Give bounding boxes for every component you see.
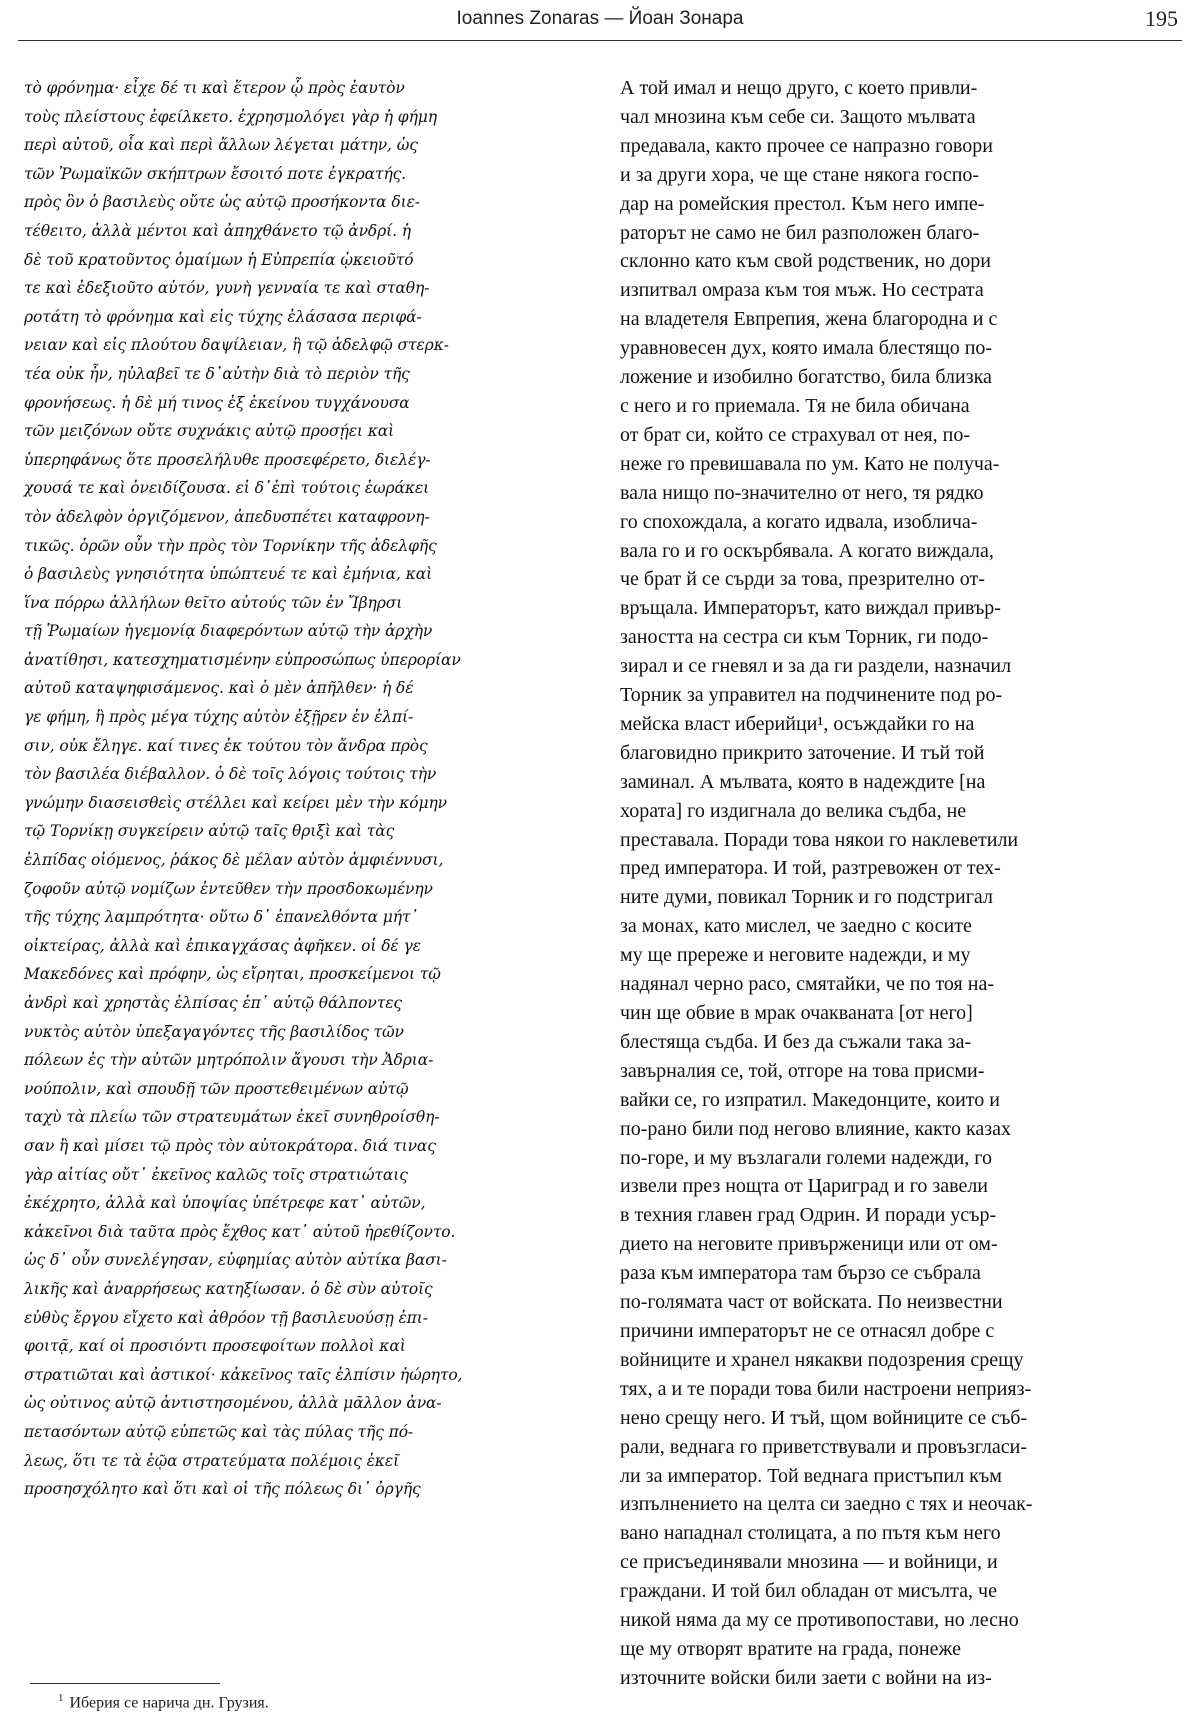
greek-text-line: δὲ τοῦ κρατοῦντος ὁμαίμων ἡ Εὐπρεπία ᾠκειοῦτό: [24, 250, 414, 269]
bulgarian-text-line: завърналия се, той, отгоре на това присми-: [620, 1059, 985, 1082]
bulgarian-text-line: изпитвал омраза към тоя мъж. Но сестрата: [620, 279, 984, 302]
greek-text-line: ὡς οὐτινος αὐτῷ ἀντιστησομένου, ἀλλὰ μᾶλλον ἀνα-: [24, 1394, 442, 1413]
greek-text-line: προσησχόλητο καὶ ὅτι καὶ οἱ τῆς πόλεως δι᾽ ὀργῆς: [24, 1480, 421, 1499]
bulgarian-text-line: преставала. Поради това някои го наклеветили: [620, 828, 1019, 851]
bulgarian-text-line: чал мнозина към себе си. Защото мълвата: [620, 105, 976, 128]
greek-text-line: τοὺς πλείστους ἐφείλκετο. ἐχρησμολόγει γὰρ ἡ φήμη: [24, 107, 437, 126]
greek-text-line: τέα οὐκ ἦν, ηὐλαβεῖ τε δ᾽αὐτὴν διὰ τὸ περιὸν τῆς: [24, 364, 410, 383]
bulgarian-text-line: вала го и го оскърбявала. А когато виждала,: [620, 539, 994, 562]
bulgarian-text-line: връщала. Императорът, като виждал привър-: [620, 597, 1001, 620]
greek-text-line: ἀνδρὶ καὶ χρηστὰς ἐλπίσας ἐπ᾽ αὐτῷ θάλποντες: [24, 994, 403, 1012]
greek-text-line: ταχὺ τὰ πλείω τῶν στρατευμάτων ἐκεῖ συνηθροίσθη-: [24, 1108, 440, 1127]
bulgarian-text-line: вала нищо по-значително от него, тя рядко: [620, 481, 984, 504]
bulgarian-text-line: източните войски били заети с войни на из-: [620, 1666, 992, 1689]
greek-text-line: τῷ Τορνίκῃ συγκείρειν αὐτῷ ταῖς θριξὶ καὶ τὰς: [24, 822, 395, 841]
bulgarian-text-line: А той имал и нещо друго, с което привли-: [620, 77, 978, 99]
greek-text-line: τῶν Ῥωμαϊκῶν σκήπτρων ἔσοιτό ποτε ἐγκρατής.: [24, 164, 407, 183]
bulgarian-text-line: по-голямата част от войската. По неизвестни: [620, 1291, 1003, 1314]
greek-text-line: λεως, ὅτι τε τὰ ἑῷα στρατεύματα πολέμοις ἐκεῖ: [24, 1451, 400, 1470]
bulgarian-text-line: Торник за управител на подчинените под ро-: [620, 684, 1003, 707]
bulgarian-text-line: тях, а и те поради това били настроени неприяз-: [620, 1377, 1032, 1400]
bulgarian-text-line: ните думи, повикал Торник и го подстригал: [620, 886, 993, 909]
bulgarian-text-line: от брат си, който се страхувал от нея, по-: [620, 423, 971, 446]
bulgarian-text-line: мейска власт иберийци¹, осъждайки го на: [620, 712, 975, 735]
greek-text-line: ἀνατίθησι, κατεσχηματισμένην εὐπροσώπως ὑπερορίαν: [24, 650, 461, 669]
bulgarian-text-line: вайки се, го изпратил. Македонците, които и: [620, 1088, 1000, 1111]
bulgarian-text-line: ще му отворят вратите на града, понеже: [620, 1637, 961, 1660]
bulgarian-text-line: за монах, като мислел, че заедно с косите: [620, 915, 972, 938]
greek-text-line: ἵνα πόρρω ἀλλήλων θεῖτο αὐτούς τῶν ἐν Ἴβηρσι: [24, 593, 403, 612]
bulgarian-text-line: ли за император. Той веднага пристъпил към: [620, 1464, 1002, 1487]
bulgarian-text-line: раторът не само не бил разположен благо-: [620, 221, 980, 244]
bulgarian-text-line: заността на сестра си към Торник, ги подо-: [620, 626, 989, 649]
bulgarian-text-line: неже го превишавала по ум. Като не получа-: [620, 452, 1000, 475]
footnote-rule: [30, 1683, 220, 1684]
greek-text-line: τὸν βασιλέα διέβαλλον. ὁ δὲ τοῖς λόγοις τούτοις τὴν: [24, 765, 437, 784]
bulgarian-text-line: заминал. А мълвата, която в надеждите [на: [620, 770, 986, 793]
bulgarian-text-line: никой няма да му се противопостави, но лесно: [620, 1609, 1019, 1632]
greek-text-line: ὡς δ᾽ οὖν συνελέγησαν, εὐφημίας αὐτὸν αὐτίκα βασι-: [24, 1251, 447, 1270]
header-rule: [18, 40, 1182, 41]
greek-text-line: φρονήσεως. ἡ δὲ μή τινος ἐξ ἐκείνου τυγχάνουσα: [24, 393, 410, 412]
greek-text-line: τέθειτο, ἀλλὰ μέντοι καὶ ἀπηχθάνετο τῷ ἀνδρί. ἡ: [24, 221, 411, 240]
bulgarian-text-line: се присъединявали мнозина — и войници, и: [620, 1551, 998, 1574]
greek-text-line: στρατιῶται καὶ ἀστικοί· κἀκεῖνος ταῖς ἐλπίσιν ἠώρητο,: [24, 1365, 463, 1384]
running-header: [0, 8, 1200, 42]
bulgarian-text-line: блестяща съдба. И без да съжали така за-: [620, 1030, 972, 1053]
bulgarian-text-line: дието на неговите привърженици или от ом-: [620, 1233, 998, 1256]
greek-text-column: [24, 74, 572, 1504]
greek-text-line: σαν ἢ καὶ μίσει τῷ πρὸς τὸν αὐτοκράτορα. διά τινας: [24, 1136, 436, 1155]
page-number: 195: [1145, 6, 1178, 31]
greek-text-line: ἐλπίδας οἰόμενος, ῥάκος δὲ μέλαν αὐτὸν ἀμφιέννυσι,: [24, 851, 444, 870]
bulgarian-text-line: граждани. И той бил обладан от мисълта, че: [620, 1580, 997, 1603]
bulgarian-text-line: чин ще обвие в мрак очакваната [от него]: [620, 1002, 973, 1024]
greek-text-line: ροτάτη τὸ φρόνημα καὶ εἰς τύχης ἐλάσασα περιφά-: [24, 307, 422, 326]
bulgarian-text-line: склонно като към свой родственик, но дори: [620, 250, 991, 273]
bulgarian-text-line: войниците и хранел някакви подозрения срещу: [620, 1348, 1024, 1371]
bulgarian-text-line: в техния главен град Одрин. И поради усър-: [620, 1204, 997, 1227]
bulgarian-text-line: рали, веднага го приветствували и провъзгласи-: [620, 1435, 1027, 1458]
greek-text-line: ὁ βασιλεὺς γνησιότητα ὑπώπτευέ τε καὶ ἐμήνια, καὶ: [24, 565, 433, 584]
footnote-marker: 1: [58, 1692, 64, 1704]
greek-text-line: τὸν ἀδελφὸν ὀργιζόμενον, ἀπεδυσπέτει καταφρονη-: [24, 507, 430, 526]
bulgarian-text-line: на владетеля Евпрепия, жена благородна и с: [620, 308, 998, 331]
running-title: Ioannes Zonaras — Йоан Зонара: [456, 8, 744, 29]
bulgarian-text-line: надянал черно расо, смятайки, че по тоя на-: [620, 973, 994, 996]
bulgarian-text-line: уравновесен дух, която имала блестящо по-: [620, 337, 993, 360]
bulgarian-text-line: че брат й се сърди за това, презрително от-: [620, 568, 985, 591]
greek-text-line: κἀκεῖνοι διὰ ταῦτα πρὸς ἔχθος κατ᾽ αὐτοῦ ἠρεθίζοντο.: [24, 1222, 456, 1241]
greek-text-line: ὑπερηφάνως ὅτε προσελήλυθε προσεφέρετο, διελέγ-: [24, 450, 431, 469]
bulgarian-text-line: хората] го издигнала до велика съдба, не: [620, 799, 967, 822]
bulgarian-text-line: благовидно прикрито заточение. И тъй той: [620, 741, 985, 764]
bulgarian-text-line: дар на ромейския престол. Към него импе-: [620, 192, 985, 215]
bulgarian-text-line: му ще прережe и неговите надежди, и му: [620, 944, 971, 967]
greek-text-line: ἐκέχρητο, ἀλλὰ καὶ ὑποψίας ὑπέτρεφε κατ᾽ αὐτῶν,: [24, 1194, 426, 1213]
greek-text-line: λικῆς καὶ ἀναρρήσεως κατηξίωσαν. ὁ δὲ σὺν αὐτοῖς: [24, 1279, 433, 1298]
greek-text-line: τικῶς. ὁρῶν οὖν τὴν πρὸς τὸν Τορνίκην τῆς ἀδελφῆς: [24, 536, 437, 555]
greek-text-line: πρὸς ὃν ὁ βασιλεὺς οὔτε ὡς αὐτῷ προσήκοντα διε-: [24, 193, 420, 212]
bulgarian-text-line: изпълнението на целта си заедно с тях и неочак-: [620, 1493, 1033, 1516]
greek-text-line: γε φήμη, ἣ πρὸς μέγα τύχης αὐτὸν ἐξῇρεν ἐν ἐλπί-: [24, 708, 414, 727]
greek-text-line: σιν, οὐκ ἔληγε. καί τινες ἐκ τούτου τὸν ἄνδρα πρὸς: [24, 736, 428, 755]
greek-text-line: τῆς τύχης λαμπρότητα· οὕτω δ᾽ ἐπανελθόντα μήτ᾽: [24, 908, 419, 927]
greek-text-line: αὐτοῦ καταψηφισάμενος. καὶ ὁ μὲν ἀπῆλθεν· ἡ δέ: [24, 679, 414, 698]
bulgarian-text-line: по-горе, и му възлагали големи надежди, го: [620, 1146, 992, 1169]
bulgarian-text-line: ложение и изобилно богатство, била близка: [620, 366, 992, 389]
bulgarian-text-line: нено срещу него. И тъй, щом войниците се съб-: [620, 1406, 1028, 1429]
bulgarian-text-line: извели през нощта от Цариград и го завели: [620, 1175, 989, 1198]
greek-text-line: πόλεων ἐς τὴν αὐτῶν μητρόπολιν ἄγουσι τὴν Ἀδρια-: [24, 1051, 434, 1070]
footnote-text: Иберия се нарича дн. Грузия.: [69, 1694, 269, 1712]
greek-text-line: περὶ αὐτοῦ, οἷα καὶ περὶ ἄλλων λέγεται μάτην, ὡς: [24, 136, 418, 155]
bulgarian-text-line: зирал и се гневял и за да ги раздели, назначил: [620, 655, 1012, 678]
greek-text-line: πετασόντων αὐτῷ εὐπετῶς καὶ τὰς πύλας τῆς πό-: [24, 1422, 414, 1441]
bulgarian-text-line: вано нападнал столицата, а по пътя към него: [620, 1522, 1001, 1545]
bulgarian-text-line: пред императора. И той, разтревожен от тех-: [620, 857, 1001, 880]
footnote: [58, 1692, 269, 1712]
bulgarian-text-line: раза към императора там бързо се събрала: [620, 1262, 981, 1285]
greek-text-line: νυκτὸς αὐτὸν ὑπεξαγαγόντες τῆς βασιλίδος τῶν: [24, 1022, 404, 1041]
bulgarian-translation-column: [620, 74, 1182, 1693]
greek-text-line: νειαν καὶ εἰς πλούτου δαψίλειαν, ἣ τῷ ἀδελφῷ στερκ-: [24, 336, 449, 355]
bulgarian-text-line: с него и го приемала. Тя не била обичана: [620, 394, 970, 417]
bulgarian-text-line: предавала, както прочее се напразно говори: [620, 134, 993, 157]
greek-text-line: οἰκτείρας, ἀλλὰ καὶ ἐπικαγχάσας ἀφῆκεν. οἱ δέ γε: [24, 936, 421, 955]
bulgarian-text-line: причини императорът не се отнасял добре с: [620, 1319, 995, 1342]
greek-text-line: ζοφοῦν αὐτῷ νομίζων ἐντεῦθεν τὴν προσδοκωμένην: [24, 879, 433, 898]
greek-text-line: γνώμην διασεισθεὶς στέλλει καὶ κείρει μὲν τὴν κόμην: [24, 793, 448, 812]
greek-text-line: νούπολιν, καὶ σπουδῇ τῶν προστεθειμένων αὐτῷ: [24, 1079, 409, 1098]
bulgarian-text-line: по-рано били под негово влияние, както казах: [620, 1117, 1012, 1140]
greek-text-line: χουσά τε καὶ ὀνειδίζουσα. εἰ δ᾽ἐπὶ τούτοις ἑωράκει: [24, 479, 430, 498]
greek-text-line: τε καὶ ἐδεξιοῦτο αὐτόν, γυνὴ γενναία τε καὶ σταθη-: [24, 279, 430, 298]
greek-text-line: φοιτᾷ, καί οἱ προσιόντι προσεφοίτων πολλοὶ καὶ: [24, 1337, 406, 1356]
greek-text-line: εὐθὺς ἔργου εἴχετο καὶ ἀθρόον τῇ βασιλευούσῃ ἐπι-: [24, 1308, 428, 1327]
bulgarian-text-line: го спохождала, а когато идвала, изобличa-: [620, 510, 978, 533]
bulgarian-text-line: и за други хора, че ще стане някога госпо-: [620, 163, 980, 186]
greek-text-line: τῶν μειζόνων οὔτε συχνάκις αὐτῷ προσῄει καὶ: [24, 422, 395, 441]
greek-text-line: Μακεδόνες καὶ πρόφην, ὡς εἴρηται, προσκείμενοι τῷ: [24, 965, 441, 984]
greek-text-line: τὸ φρόνημα· εἶχε δέ τι καὶ ἕτερον ᾧ πρὸς ἑαυτὸν: [24, 79, 405, 97]
greek-text-line: τῇ Ῥωμαίων ἡγεμονίᾳ διαφερόντων αὐτῷ τὴν ἀρχὴν: [24, 622, 433, 641]
greek-text-line: γὰρ αἰτίας οὔτ᾽ ἐκεῖνος καλῶς τοῖς στρατιώταις: [24, 1165, 408, 1184]
